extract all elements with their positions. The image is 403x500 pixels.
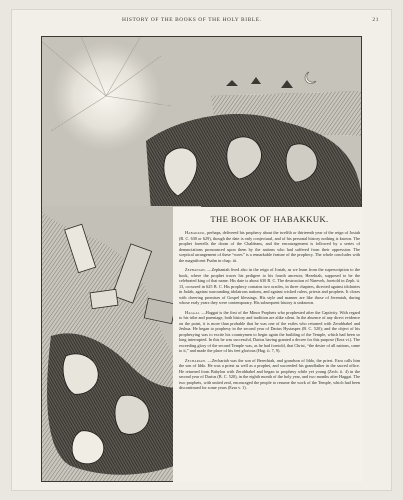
book-page — [12, 10, 391, 490]
paragraph-lead: Haggai. — [185, 309, 201, 315]
book-title: THE BOOK OF HABAKKUK. — [210, 214, 329, 224]
paragraph-body: —Haggai is the first of the Minor Prophets who prophesied after the Captivity. With regard to his tribe and parentage, both history and tradition are alike silent. In the absence of any direct evidence on the point, it is more than probable that he was one of the exiles who returned with Zerubbabel and Jeshua. He began to prophesy in the second year of Darius Hystaspes (B. C. 520); and the object of his prophesying was to excite his countrymen to begin again the building of the Temple, which had been so long interrupted. In this he was successful, Darius having granted a decree for this purpose (Ezra vi.). The exceeding glory of the second Temple was, as he had foretold, that Christ, “the desire of all nations, came to it,” and made the place of his feet glorious (Hag. ii. 7, 9). — [179, 309, 361, 353]
article-text-panel — [173, 207, 363, 482]
running-head-title: HISTORY OF THE BOOKS OF THE HOLY BIBLE. — [122, 17, 262, 23]
paragraph-haggai — [179, 310, 360, 354]
paragraph-lead: Zechariah. — [185, 357, 207, 363]
paragraph-habakkuk — [179, 230, 360, 263]
page-number: 21 — [372, 17, 379, 23]
paragraph-body: perhaps, delivered his prophecy about the twelfth or thirteenth year of the reign of Josiah (B. C. 630 or 629), though the date is only conjectural, and of his personal history nothing is known. The prophet foretells the doom of the Chaldeans, and the encouragement is followed by a series of denunciations pronounced upon them by the nations who had suffered from their oppression. The sceptical arrangement of these “woes” is a remarkable feature of the prophecy. The whole concludes with the magnificent Psalm in chap. iii. — [179, 230, 360, 263]
paragraph-lead: Zephaniah. — [185, 267, 206, 272]
paragraph-zechariah — [179, 358, 360, 391]
paragraph-body: —Zephaniah lived also in the reign of Josiah, as we learn from the superscription to the book, where the prophet traces his pedigree to his fourth ancestor, Hezekiah, supposed to be the celebrated king of that name. His date is about 630 B. C. The destruction of Nineveh, foretold in Zeph. ii. 13, occurred in 625 B. C. His prophecy contains two oracles, in three chapters, directed against idolatries in Judah, against surrounding idolatrous nations, and against wicked rulers, priests and prophets. It closes with cheering promises of Gospel blessings. His style and manner are like those of Jeremiah, during whose early years they were contemporary. His subsequent history is unknown. — [179, 267, 360, 305]
paragraph-lead: Habakkuk, — [185, 230, 206, 235]
paragraph-zephaniah — [179, 267, 360, 306]
paragraph-body: —Zechariah was the son of Berechiah, and grandson of Iddo, the priest. Ezra calls him the son of Iddo. He was a priest as well as a prophet, and succeeded his grandfather in the sacred office. He returned from Babylon with Zerubbabel and began to prophesy while yet young (Zech. ii. 4) in the second year of Darius (B. C. 520), in the eighth month of the holy year, and two months after Haggai. The two prophets, with united zeal, encouraged the people to resume the work of the Temple, which had been discontinued for some years (Ezra v. 1). — [179, 357, 360, 390]
